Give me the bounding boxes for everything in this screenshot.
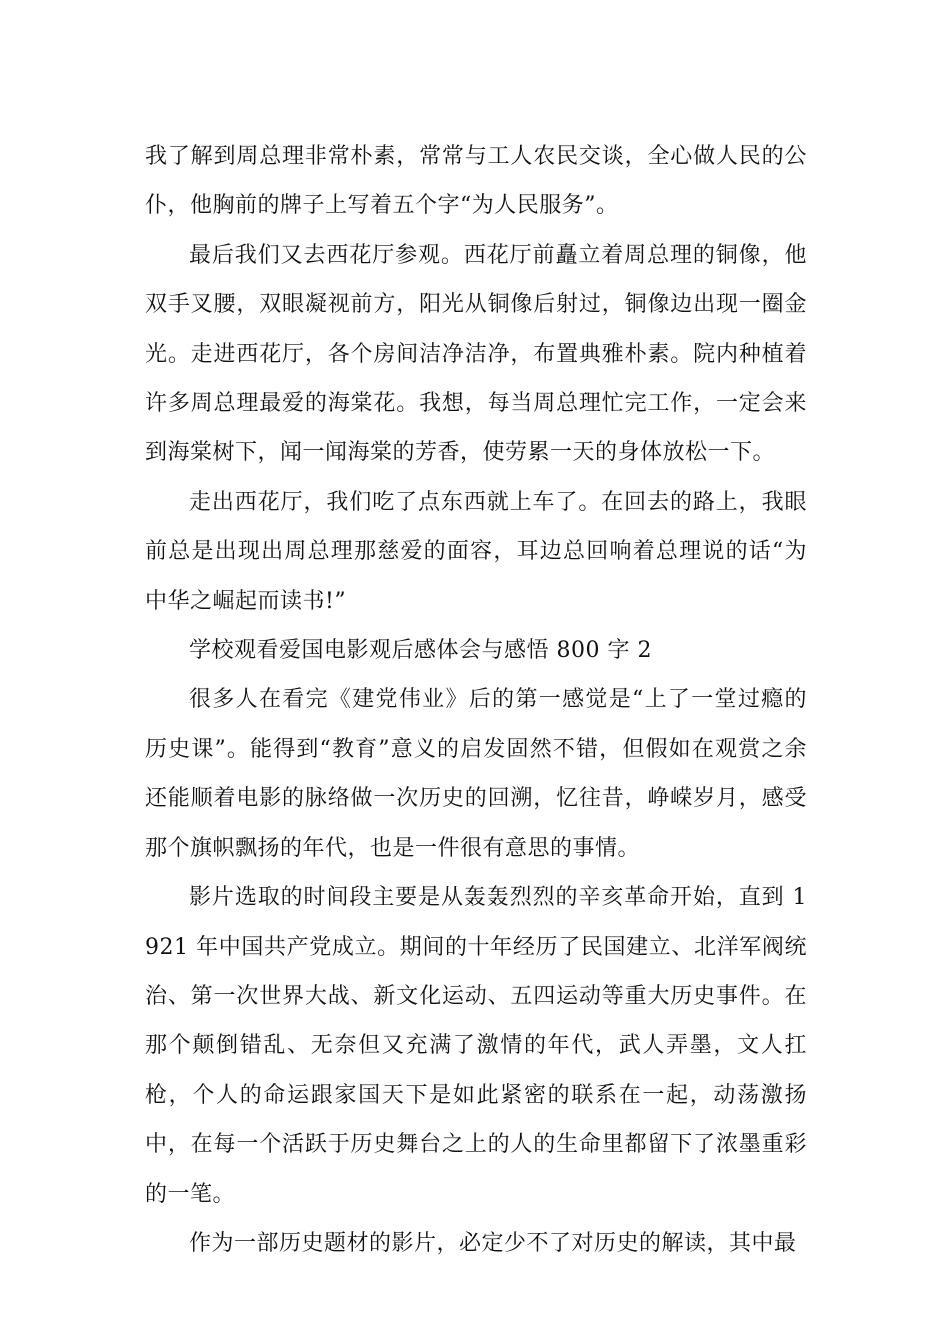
- paragraph-2: 最后我们又去西花厅参观。西花厅前矗立着周总理的铜像，他双手叉腰，双眼凝视前方，阳光从铜像后射过，铜像边出现一圈金光。走进西花厅，各个房间洁净洁净，布置典雅朴素。院内种植着许多周总理最爱的海棠花。我想，每当周总理忙完工作，一定会来到海棠树下，闻一闻海棠的芳香，使劳累一天的身体放松一下。: [145, 242, 807, 466]
- section-heading: 学校观看爱国电影观后感体会与感悟 800 字 2: [189, 638, 652, 664]
- section-paragraph-2: 影片选取的时间段主要是从轰轰烈烈的辛亥革命开始，直到 1921 年中国共产党成立。期间的十年经历了民国建立、北洋军阀统治、第一次世界大战、新文化运动、五四运动等重大历史事件。在那个颠倒错乱、无奈但又充满了激情的年代，武人弄墨，文人扛枪，个人的命运跟家国天下是如此紧密的联系在一起，动荡激扬中，在每一个活跃于历史舞台之上的人的生命里都留下了浓墨重彩的一笔。: [145, 885, 807, 1207]
- paragraph-1: 我了解到周总理非常朴素，常常与工人农民交谈，全心做人民的公仆，他胸前的牌子上写着五个字“为人民服务”。: [145, 144, 807, 219]
- section-paragraph-3: 作为一部历史题材的影片，必定少不了对历史的解读，其中最: [189, 1230, 797, 1256]
- document-body: [145, 132, 807, 1268]
- paragraph-3: 走出西花厅，我们吃了点东西就上车了。在回去的路上，我眼前总是出现出周总理那慈爱的面容，耳边总回响着总理说的话“为中华之崛起而读书!”: [145, 489, 807, 614]
- section-paragraph-1: 很多人在看完《建党伟业》后的第一感觉是“上了一堂过瘾的历史课”。能得到“教育”意义的启发固然不错，但假如在观赏之余还能顺着电影的脉络做一次历史的回溯，忆往昔，峥嵘岁月，感受那个旗帜飘扬的年代，也是一件很有意思的事情。: [145, 687, 807, 861]
